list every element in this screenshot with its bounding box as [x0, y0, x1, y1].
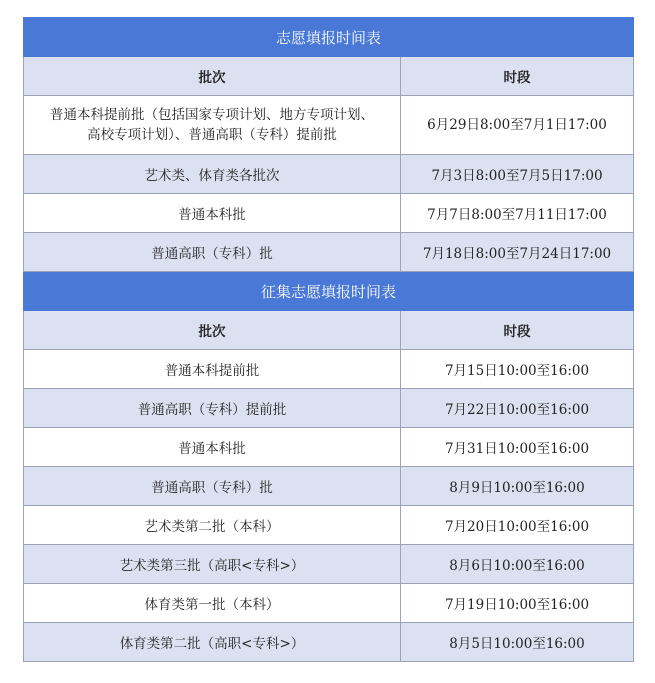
time-cell: 7月7日8:00至7月11日17:00	[401, 194, 634, 233]
batch-line-2: 高校专项计划）、普通高职（专科）提前批	[87, 127, 337, 143]
batch-cell: 体育类第一批（本科）	[24, 584, 401, 623]
time-cell: 7月15日10:00至16:00	[401, 350, 634, 389]
table1-header-batch: 批次	[24, 57, 401, 96]
table2-header-batch: 批次	[24, 311, 401, 350]
time-cell: 8月6日10:00至16:00	[401, 545, 634, 584]
schedule-table	[23, 17, 634, 662]
batch-cell: 普通本科提前批	[24, 350, 401, 389]
table1-title: 志愿填报时间表	[24, 18, 634, 57]
time-cell: 7月22日10:00至16:00	[401, 389, 634, 428]
batch-cell: 普通本科批	[24, 194, 401, 233]
table2-header-time: 时段	[401, 311, 634, 350]
table1-title-row	[24, 18, 634, 57]
time-cell: 7月3日8:00至7月5日17:00	[401, 155, 634, 194]
table-row	[24, 389, 634, 428]
table-row	[24, 155, 634, 194]
batch-cell: 体育类第二批（高职<专科>）	[24, 623, 401, 662]
table-row	[24, 506, 634, 545]
time-cell: 8月5日10:00至16:00	[401, 623, 634, 662]
table-row	[24, 350, 634, 389]
table1-header-time: 时段	[401, 57, 634, 96]
batch-cell: 艺术类、体育类各批次	[24, 155, 401, 194]
table-row	[24, 623, 634, 662]
batch-line-1: 普通本科提前批（包括国家专项计划、地方专项计划、	[50, 107, 374, 123]
table-row	[24, 467, 634, 506]
time-cell: 6月29日8:00至7月1日17:00	[401, 96, 634, 155]
table-row	[24, 194, 634, 233]
time-cell: 7月20日10:00至16:00	[401, 506, 634, 545]
table-row	[24, 584, 634, 623]
table2-title-row	[24, 272, 634, 311]
table1-header-row	[24, 57, 634, 96]
table-row	[24, 545, 634, 584]
time-cell: 7月31日10:00至16:00	[401, 428, 634, 467]
table-row	[24, 233, 634, 272]
table-row	[24, 96, 634, 155]
time-cell: 7月18日8:00至7月24日17:00	[401, 233, 634, 272]
batch-cell: 艺术类第二批（本科）	[24, 506, 401, 545]
table2-header-row	[24, 311, 634, 350]
batch-cell: 普通高职（专科）批	[24, 233, 401, 272]
time-cell: 8月9日10:00至16:00	[401, 467, 634, 506]
batch-cell: 普通本科批	[24, 428, 401, 467]
batch-cell: 普通高职（专科）提前批	[24, 389, 401, 428]
table-row	[24, 428, 634, 467]
batch-cell: 艺术类第三批（高职<专科>）	[24, 545, 401, 584]
table2-title: 征集志愿填报时间表	[24, 272, 634, 311]
schedule-container	[23, 17, 633, 662]
time-cell: 7月19日10:00至16:00	[401, 584, 634, 623]
batch-cell	[24, 96, 401, 155]
batch-cell: 普通高职（专科）批	[24, 467, 401, 506]
